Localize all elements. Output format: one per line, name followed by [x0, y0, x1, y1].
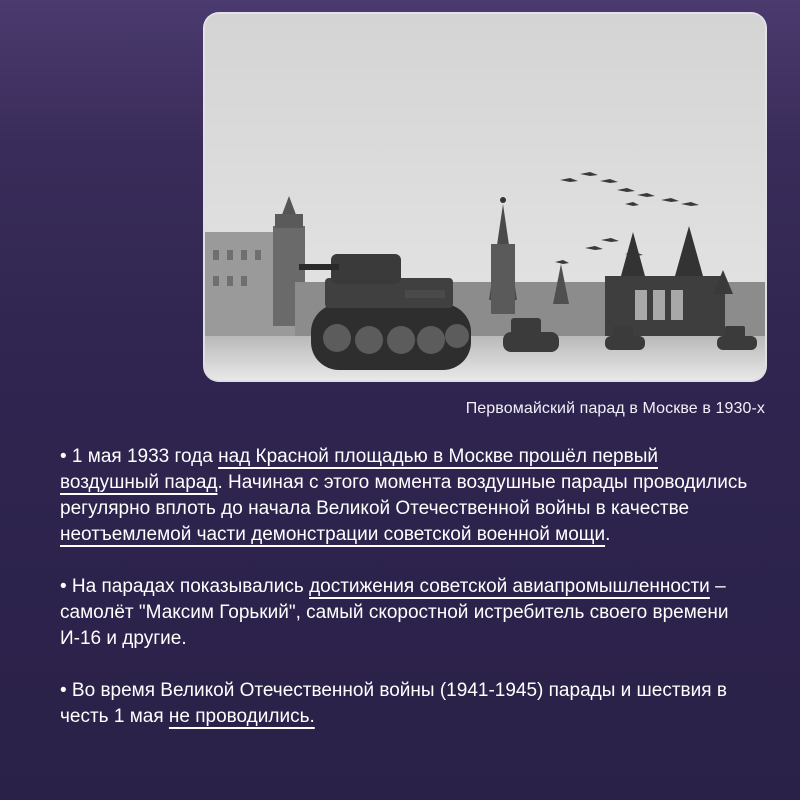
paragraph-first-air-parade	[60, 444, 760, 548]
text-segment: – самолёт "Максим Горький", самый скоростной истребитель своего времени И-16 и другие.	[60, 576, 729, 649]
photo-caption: Первомайский парад в Москве в 1930-х	[465, 400, 765, 417]
parade-photo-illustration	[205, 14, 765, 380]
parade-photo	[205, 14, 765, 380]
paragraph-war-years	[60, 678, 760, 730]
text-segment: . Начиная с этого момента воздушные парады проводились регулярно вплоть до начала Великой Отечественной войны в качестве	[60, 472, 748, 519]
underlined-segment: не проводились.	[168, 706, 315, 727]
text-segment: .	[605, 524, 611, 545]
underlined-segment: неотъемлемой части демонстрации советской военной мощи	[60, 524, 606, 545]
underlined-segment: над Красной площадью в Москве прошёл первый воздушный парад	[60, 446, 658, 493]
underlined-segment: достижения советской авиапромышленности	[309, 576, 710, 597]
paragraph-aviation-achievements	[60, 574, 760, 652]
body-text	[60, 444, 760, 756]
text-segment: • 1 мая 1933 года	[60, 446, 219, 467]
text-segment: • На парадах показывались	[60, 576, 310, 597]
text-segment: • Во время Великой Отечественной войны (1941-1945) парады и шествия в честь 1 мая	[60, 680, 727, 727]
